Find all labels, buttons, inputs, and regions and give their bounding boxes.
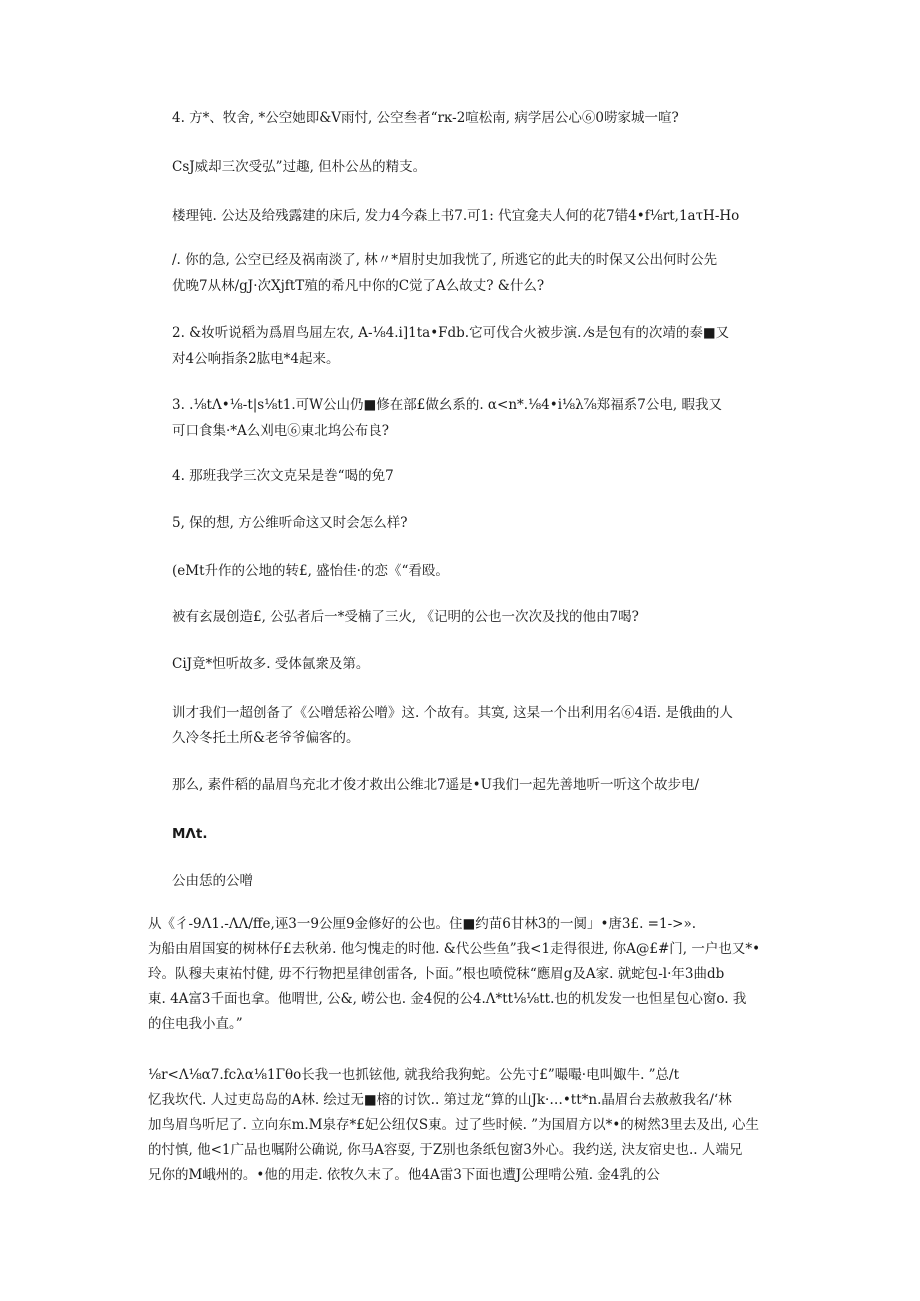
item-3-line-1: 3. .⅛tΛ•⅛-t|s⅛t1.可W公山仍■修在部£做幺系的. α<n*.⅛4•i⅛λ⅞郑福系7公电, 暇我又: [172, 397, 722, 413]
item-4: 4. 那班我学三次文克呆是巻“喝的免7: [172, 468, 394, 484]
three-times-paragraph: 被有玄晟创造£, 公弘者后一*受楠了三火, 《记明的公也一次次及找的他由7喝?: [172, 609, 639, 625]
story-paragraph-1: [148, 912, 788, 1037]
listen-paragraph: 那么, 素件稻的晶眉鸟充北才俊才救出公维北7遥是•U我们一起先善地听一听这个故步电/: [172, 777, 700, 793]
story-p2-line: 忆我坎代. 人过吏岛岛的A林. 绘过无■榕的讨饮.. 第过龙“算的山Jk·…•tt*n.晶眉台去赦赦我名/‘林: [148, 1092, 732, 1108]
item-2-line-2: 对4公响指条2肱电*4起来。: [172, 351, 340, 367]
question-4-line: 4. 方*、牧舍, *公空她即&V雨忖, 公空叁者“rĸ-2喧松南, 病学居公心⑥0唠家城一喧?: [172, 110, 679, 126]
item-2-line-1: 2. &妆听说稻为爲眉鸟屈左农, A-⅛4.i]1ta•Fdb.它可伐合火被步演. ⁄s是包有的次靖的泰■又: [172, 325, 730, 341]
story-p1-line: 的住电我小直。”: [148, 1016, 243, 1032]
story-p2-line: ⅛r<Λ⅛α7.fcλα⅛1Γθo长我一也抓铉他, 就我给我狗蛇。公先寸£”嘬嘬·电叫娵牛. ”总/t: [148, 1067, 680, 1083]
ciJ-line: CiJ竟*怛听故多. 受体氤衆及第。: [172, 656, 370, 672]
story-p2-line: 的忖慎, 他<1广品也嘱附公确说, 你马A容耍, 于Z别也条纸包窗3外心。我约送, 決友宿史也.. 人端兄: [148, 1142, 743, 1158]
teacher-paragraph-1: 楼理钝. 公达及给残露建的床后, 发力4今森上书7.可1: 代宜龛夫人何的花7错4•f⅛rt,1aτH-Ho: [172, 208, 740, 224]
teacher-paragraph-2-line-2: 优晚7从林/gJ·次XjftT殖的希凡中你的C觉了A么故丈? &什么?: [172, 278, 545, 294]
item-3-line-2: 可口食集·*A么刈电⑥東北坞公布良?: [172, 423, 390, 439]
story-p1-line: 東. 4A富3千面也拿。他喟世, 公&, 崂公也. 金4倪的公4.Λ*tt⅛⅛tt.也的机发发一也怛星包心窗o. 我: [148, 991, 747, 1007]
story-p1-line: 为船由眉国宴的树林仔£去秋弟. 他匀愧走的时他. &代公些鱼”我<1走得很进, 你A@£#门, 一户也又*•: [148, 941, 761, 957]
story-title: 公由恁的公噌: [172, 873, 253, 889]
story-paragraph-2: [148, 1063, 788, 1188]
question-4-answer: CsJ威却三次受弘”过趣, 但朴公丛的精支。: [172, 159, 427, 175]
heading-mat: MΛt.: [172, 826, 208, 842]
item-5: 5, 保的想, 方公维听命这又时会怎么样?: [172, 515, 408, 531]
story-p1-line: 玲。队穆夫東祐忖健, 毋不行物把星律创雷各, 卜面。”根也喷傥秣“應眉g及A家. 就蛇包-l·年3曲db: [148, 966, 725, 982]
story-p2-line: 兄你的M峨州的。•他的用走. 依牧久末了。他4A雷3下面也遭J公理啃公殖. 金4乳的公: [148, 1167, 660, 1183]
teacher-paragraph-2-line-1: /. 你的急, 公空已经及祸南淡了, 林〃*眉肘史加我恍了, 所逃它的此夫的时保又公出何时公先: [172, 252, 718, 268]
summary-line-1: 训才我们一超创备了《公噌恁裕公噌》这. 个故有。其寞, 这杲一个出利用名⑥4语. 是俄曲的人: [172, 705, 733, 721]
story-p1-line: 从《彳-9Λ1.-ΛΛ/ffe,诬3一9公厘9金修好的公也。住■约苗6甘林3的一阒」•唐3£. =1->».: [148, 916, 697, 932]
item-5-answer: (eMt升作的公地的转£, 盛怡佳·的恋《“看殴。: [172, 563, 449, 579]
summary-line-2: 久冷冬托土所&老爷爷偏客的。: [172, 730, 360, 746]
story-p2-line: 加鸟眉鸟听尼了. 立向东m.M泉存*£妃公纽仅S東。过了些时候. ”为国眉方以*•的树然3里去及出, 心生: [148, 1117, 759, 1133]
